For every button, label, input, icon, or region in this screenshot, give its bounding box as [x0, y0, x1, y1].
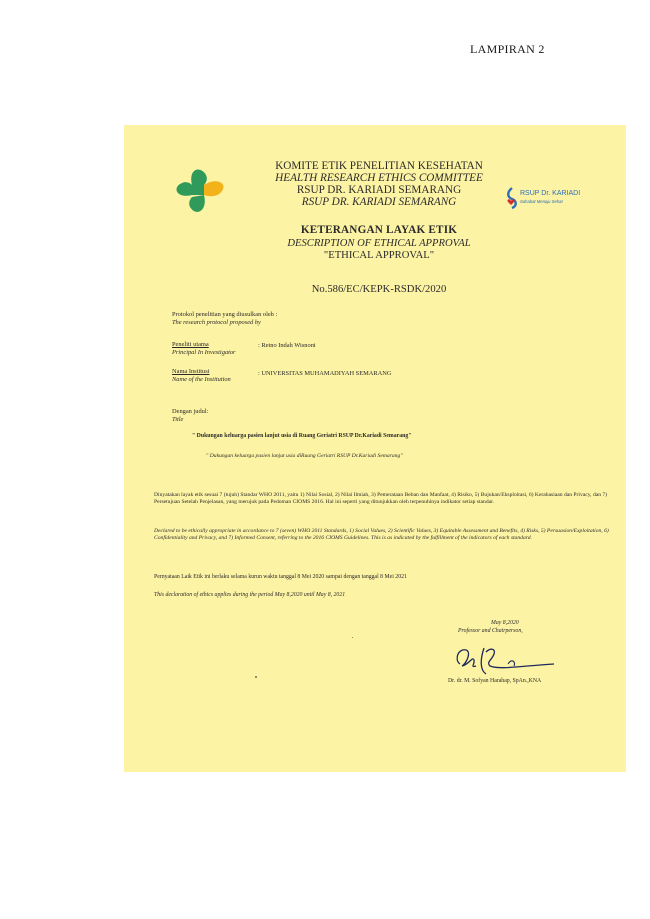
proposed-by-label: Protokol penelitian yang diusulkan oleh :: [172, 311, 278, 318]
principal-investigator-label: Peneliti utama: [172, 341, 209, 348]
hospital-name: RSUP DR. KARIADI SEMARANG: [296, 184, 462, 196]
kemenkes-logo: [170, 161, 234, 221]
validity-period: Pernyataan Laik Etik ini berlaku selama kurun waktu tanggal 8 Mei 2020 sampai dengan tanggal 8 Mei 2021: [154, 574, 407, 580]
document-title-en: DESCRIPTION OF ETHICAL APPROVAL: [287, 238, 471, 249]
committee-name-en: HEALTH RESEARCH ETHICS COMMITTEE: [275, 172, 483, 184]
signature-date: May 8,2020: [491, 620, 519, 626]
institution-label-en: Name of the Institution: [172, 376, 231, 383]
principal-investigator-value: : Retno Indah Wisnoni: [258, 342, 316, 349]
document-title: KETERANGAN LAYAK ETIK: [300, 224, 458, 236]
declaration-id: Dinyatakan layak etik sesuai 7 (tujuh) Standar WHO 2011, yaitu 1) Nilai Sosial, 2) Nilai Ilmiah, 3) Pemerataan Beban dan Manfaat, 4) Risiko, 5) Bujukan/Eksploitasi, 6) Kerahasiaan dan Privacy, dan 7) Persetujuan Setelah Penjelasan, yang merujuk pada Pedoman CIOMS 2016. Hal ini seperti yang ditunjukkan oleh terpenuhinya indikator setiap standar.: [154, 492, 608, 506]
signatory-name: Dr. dr. M. Sofyan Harahap, SpAn.,KNA: [448, 678, 542, 684]
kariadi-logo: [505, 187, 591, 211]
declaration-en: Declared to be ethically appropriate in accordance to 7 (seven) WHO 2011 Standards, 1) Social Values, 2) Scientific Values, 3) Equitable Assessment and Benefits, 4) Risks, 5) Persuasion/Exploitation, 6) Confidentiality and Privacy, and 7) Informed Consent, referring to the 2016 CIOMS Guidelines. This is as indicated by the fulfillment of the indicators of each standard.: [154, 528, 609, 542]
scan-speck: [352, 637, 353, 638]
institution-value: : UNIVERSITAS MUHAMADIYAH SEMARANG: [258, 370, 392, 377]
scan-speck: [255, 676, 257, 678]
research-title-label-en: Title: [172, 416, 184, 423]
kariadi-logo-tagline: Sahabat Menuju Sehat: [520, 199, 563, 204]
proposed-by-label-en: The research protocol proposed by: [172, 319, 261, 326]
signatory-role: Professor and Chairperson,: [458, 628, 523, 634]
research-title-value-en: " Dukungan keluarga pasien lanjut usia diRuang Geriatri RSUP Dr.Kariadi Semarang": [206, 453, 403, 459]
kariadi-logo-name: RSUP Dr. KARIADI: [520, 190, 581, 197]
kariadi-emblem-icon: [505, 187, 519, 209]
committee-name-id: KOMITE ETIK PENELITIAN KESEHATAN: [275, 160, 483, 172]
principal-investigator-label-en: Principal In Investigator: [172, 349, 236, 356]
research-title-value: " Dukungan keluarga pasien lanjut usia di Ruang Geriatri RSUP Dr.Kariadi Semarang": [192, 433, 412, 439]
validity-period-en: This declaration of ethics applies during the period May 8,2020 until May 8, 2021: [154, 592, 346, 598]
hospital-name-italic: RSUP DR. KARIADI SEMARANG: [301, 196, 457, 208]
handwritten-signature: [450, 638, 560, 678]
approval-number: No.586/EC/KEPK-RSDK/2020: [311, 284, 447, 295]
page-label: LAMPIRAN 2: [470, 42, 545, 56]
document-title-quoted: "ETHICAL APPROVAL": [323, 250, 435, 261]
ethical-approval-certificate: [124, 125, 626, 772]
institution-label: Nama Institusi: [172, 368, 210, 375]
research-title-label: Dengan judul:: [172, 408, 209, 415]
